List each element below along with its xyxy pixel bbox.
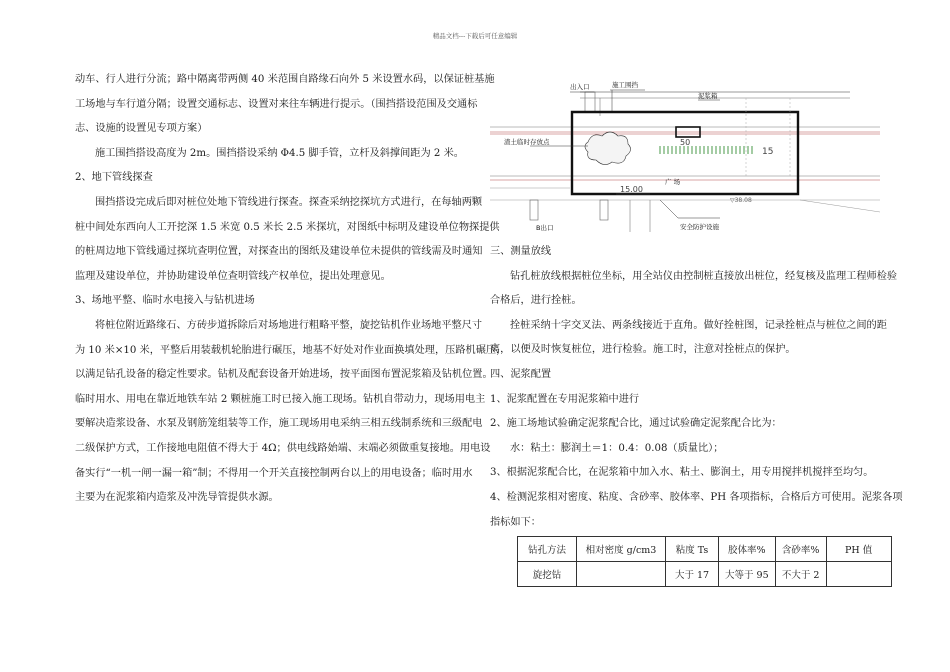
table-cell: 旋挖钻 [518, 562, 577, 587]
paragraph-line: 动车、行人进行分流；路中隔离带两侧 40 米范围自路缘石向外 5 米设置水码，以保证桩基施 [75, 74, 495, 85]
label-dim-1500: 15.00 [620, 185, 643, 194]
label-mud-box: 泥浆箱 [698, 92, 718, 100]
label-15-right: 15 [762, 147, 774, 157]
paragraph-line: 指标如下： [490, 516, 541, 528]
paragraph-line: 2、施工场地试验确定泥浆配合比，通过试验确定泥浆配合比为： [490, 418, 782, 430]
table-header-row [518, 537, 892, 562]
label-fence: 施工围挡 [612, 81, 638, 89]
label-exit-b: B出口 [536, 224, 554, 232]
paragraph-line: 围挡搭设完成后即对桩位处地下管线进行探查。探查采纳挖探坑方式进行，在每轴两颗 [95, 196, 483, 208]
section-heading: 2、地下管线探查 [75, 172, 153, 184]
paragraph-line: 的桩周边地下管线通过探坑查明位置，对探查出的图纸及建设单位未提供的管线需及时通知 [75, 246, 483, 258]
paragraph-line: 要解决造浆设备、水泵及钢筋笼组装等工作，施工现场用电采纳三相五线制系统和三级配电 [75, 418, 483, 430]
paragraph-line: 二级保护方式，工作接地电阻值不得大于 4Ω；供电线路始端、末端必须做重复接地。用电设 [75, 442, 491, 454]
label-safety: 安全防护设施 [680, 223, 719, 231]
section-heading: 三、测量放线 [490, 246, 552, 257]
paragraph-line: 监理及建设单位，并协助建设单位查明管线产权单位，提出处理意见。 [75, 270, 391, 282]
paragraph-line: 备实行“一机一闸一漏一箱”制；不得用一个开关直接控制两台以上的用电设备；临时用水 [75, 467, 473, 479]
section-heading: 3、场地平整、临时水电接入与钻机进场 [75, 295, 255, 307]
table-header-cell: 钻孔方法 [518, 537, 577, 562]
table-cell: 大等于 95 [719, 562, 776, 587]
paragraph-line: 水：粘土：膨润土＝1：0.4：0.08（质量比）； [510, 442, 724, 454]
label-spoil-area: 渣土临时存放点 [504, 138, 550, 146]
table-cell: 不大于 2 [775, 562, 826, 587]
table-cell: 大于 17 [666, 562, 719, 587]
paragraph-line: 将桩位附近路缘石、方砖步道拆除后对场地进行粗略平整，旋挖钻机作业场地平整尺寸 [95, 319, 483, 331]
table-cell [826, 562, 891, 587]
label-elevation: ▽38.08 [730, 197, 752, 204]
paragraph-line: 拴桩采纳十字交叉法、两条线接近于直角。做好拴桩图，记录拴桩点与桩位之间的距 [510, 319, 887, 331]
paragraph-line: 以满足钻孔设备的稳定性要求。钻机及配套设备开始进场，按平面图布置泥浆箱及钻机位置。 [75, 369, 493, 381]
green-hatch [660, 146, 752, 154]
table-cell [577, 562, 666, 587]
table-header-cell: 粘度 Ts [666, 537, 719, 562]
paragraph-line: 施工围挡搭设高度为 2m。围挡搭设采纳 Φ4.5 脚手管，立杆及斜撑间距为 2 米。 [95, 147, 464, 159]
paragraph-line: 3、根据泥浆配合比，在泥浆箱中加入水、粘土、膨润土，用专用搅拌机搅拌至均匀。 [490, 467, 874, 479]
table-header-cell: 相对密度 g/cm3 [577, 537, 666, 562]
left-column [75, 68, 507, 511]
paragraph-line: 离，以便及时恢复桩位，进行检验。施工时，注意对拴桩点的保护。 [490, 344, 796, 356]
section-heading: 四、泥浆配置 [490, 368, 552, 380]
table-header-cell: 胶体率% [719, 537, 776, 562]
paragraph-line: 1、泥浆配置在专用泥浆箱中进行 [490, 393, 640, 405]
table-header-cell: 含砂率% [775, 537, 826, 562]
paragraph-line: 桩中间处东西向人工开挖深 1.5 米宽 0.5 米长 2.5 米探坑，对图纸中标明及建设单位物探提供 [75, 221, 500, 233]
table-header-cell: PH 值 [826, 537, 891, 562]
label-50: 50 [680, 138, 691, 147]
mud-spec-table [517, 536, 892, 587]
table-row [518, 562, 892, 587]
page-header: 精品文档---下载后可任意编辑 [432, 32, 518, 40]
paragraph-line: 志、设施的设置见专项方案） [75, 123, 208, 135]
paragraph-line: 为 10 米×10 米，平整后用装载机轮胎进行碾压，地基不好处对作业面换填处理，压路机碾压， [75, 344, 507, 356]
label-plaza: 广 场 [665, 178, 681, 186]
paragraph-line: 临时用水、用电在靠近地铁车站 2 颗桩施工时已接入施工现场。钻机自带动力，现场用电主 [75, 393, 486, 405]
paragraph-line: 合格后，进行拴桩。 [490, 295, 582, 307]
paragraph-line: 钻孔桩放线根据桩位坐标，用全站仪由控制桩直接放出桩位，经复核及监理工程师检验 [510, 270, 898, 282]
paragraph-line: 工场地与车行道分隔；设置交通标志、设置对来往车辆进行提示。（围挡搭设范围及交通标 [75, 98, 478, 110]
paragraph-line: 主要为在泥浆箱内造浆及冲洗导管提供水源。 [75, 492, 279, 504]
site-plan-diagram [490, 72, 880, 240]
right-column [490, 240, 903, 535]
paragraph-line: 4、检测泥浆相对密度、粘度、含砂率、胶体率、PH 各项指标，合格后方可使用。泥浆各项 [490, 491, 903, 503]
label-exit-top: 出入口 [570, 83, 590, 91]
